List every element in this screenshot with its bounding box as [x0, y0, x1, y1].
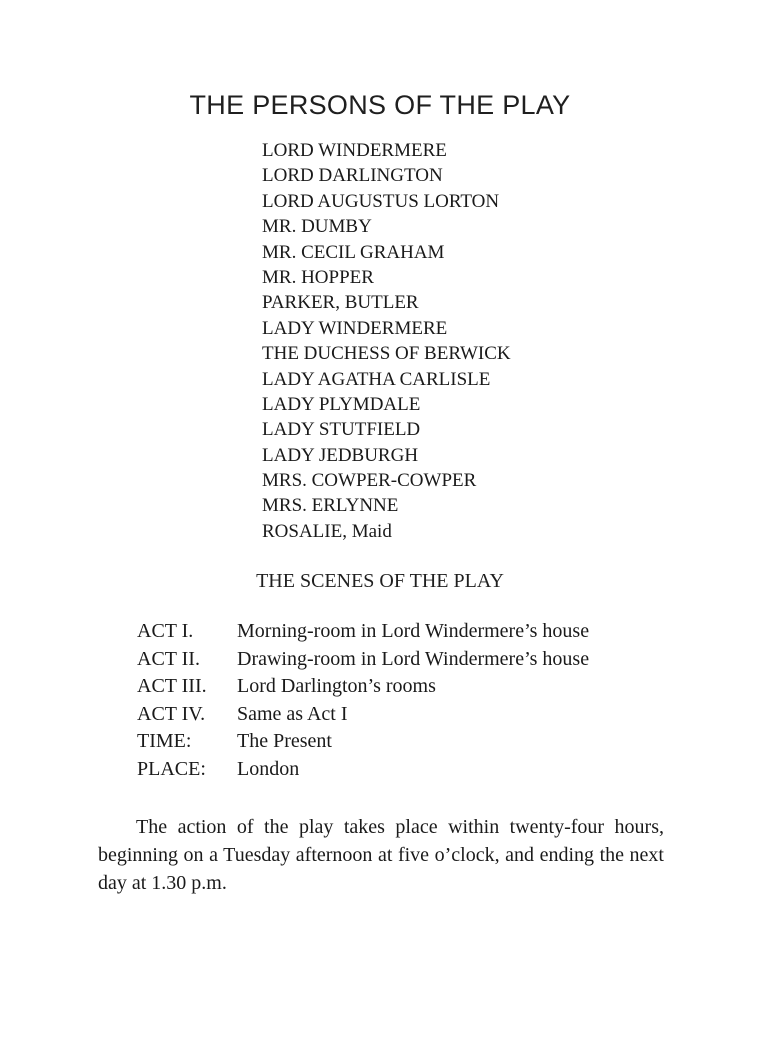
scene-label: TIME:	[137, 730, 192, 753]
person-item: LORD DARLINGTON	[262, 165, 443, 187]
person-item: MRS. COWPER-COWPER	[262, 470, 477, 492]
person-item: LADY WINDERMERE	[262, 317, 448, 339]
person-item: MR. DUMBY	[262, 216, 372, 238]
person-item: LADY JEDBURGH	[262, 444, 419, 466]
scene-description: Morning-room in Lord Windermere’s house	[237, 620, 590, 642]
scene-row	[137, 673, 589, 701]
persons-list	[262, 138, 511, 544]
scene-label: PLACE:	[137, 757, 206, 780]
person-item: MR. HOPPER	[262, 266, 374, 288]
scene-description: Drawing-room in Lord Windermere’s house	[237, 647, 590, 670]
person-item: THE DUCHESS OF BERWICK	[262, 343, 511, 365]
scene-description: Lord Darlington’s rooms	[237, 675, 436, 698]
person-item: LADY STUTFIELD	[262, 419, 421, 441]
scene-row	[137, 618, 589, 646]
scene-description: Same as Act I	[237, 702, 348, 725]
scene-label: ACT I.	[137, 620, 194, 642]
scene-description: London	[237, 757, 300, 780]
scene-row	[137, 756, 589, 784]
scenes-table	[137, 618, 589, 784]
person-item: PARKER, BUTLER	[262, 292, 419, 314]
scene-label: ACT II.	[137, 647, 200, 670]
scenes-heading: THE SCENES OF THE PLAY	[256, 570, 504, 592]
person-item: ROSALIE, Maid	[262, 520, 392, 542]
play-timing-note: The action of the play takes place within twenty-four hours, beginning on a Tuesday afternoon at five o’clock, and ending the next day at 1.30 p.m.	[98, 816, 664, 894]
person-item: LADY AGATHA CARLISLE	[262, 368, 491, 390]
scene-row	[137, 646, 589, 674]
person-item: LORD AUGUSTUS LORTON	[262, 190, 500, 212]
person-item: LORD WINDERMERE	[262, 140, 447, 161]
page-title: THE PERSONS OF THE PLAY	[189, 90, 571, 120]
scene-label: ACT IV.	[137, 702, 206, 725]
person-item: MRS. ERLYNNE	[262, 495, 399, 517]
scene-row	[137, 701, 589, 729]
person-item: LADY PLYMDALE	[262, 393, 421, 415]
scene-row	[137, 728, 589, 756]
scene-description: The Present	[237, 730, 332, 753]
person-item: MR. CECIL GRAHAM	[262, 241, 445, 263]
scene-label: ACT III.	[137, 675, 207, 698]
